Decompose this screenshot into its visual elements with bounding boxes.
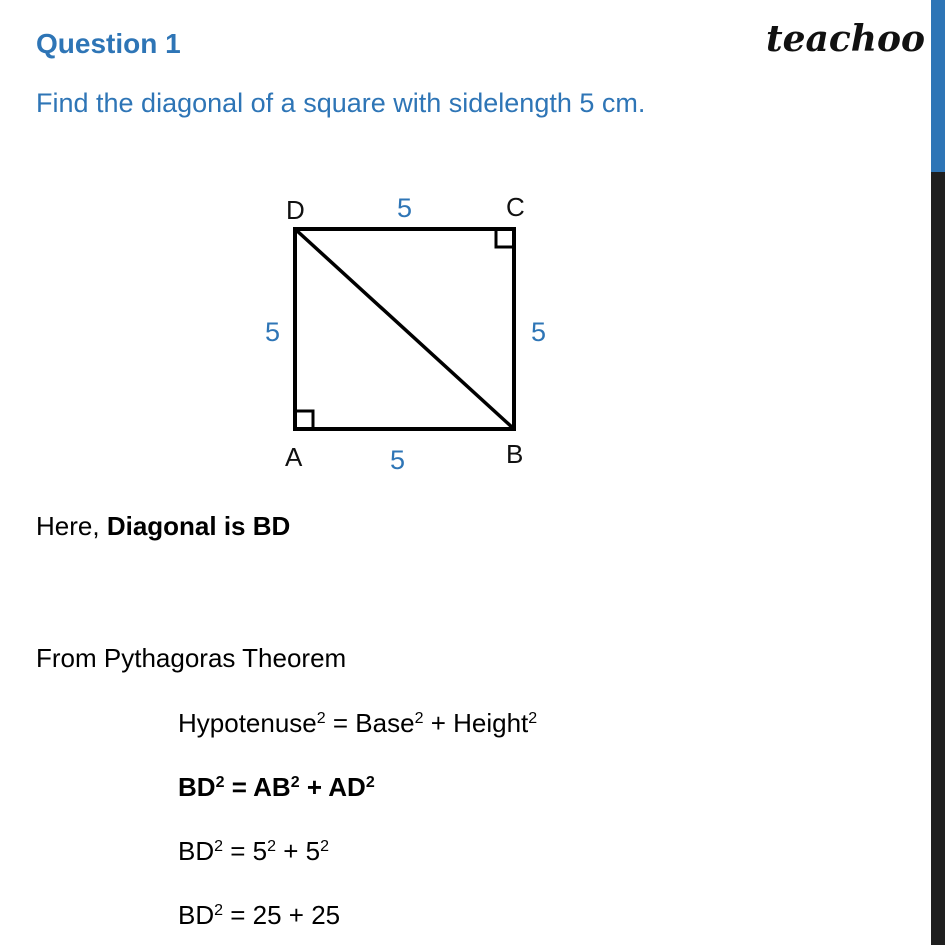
vertex-d-label: D (286, 195, 305, 225)
diagonal-bd (295, 229, 514, 429)
diagonal-statement-line (36, 511, 290, 542)
question-title: Question 1 (36, 28, 181, 59)
right-angle-mark-a (295, 411, 313, 429)
side-label-left: 5 (265, 317, 281, 347)
vertex-b-label: B (506, 439, 524, 469)
step-bd-formula: $BD^2 = AB^2 + AD^2$ (178, 772, 375, 802)
right-angle-mark-c (496, 229, 514, 247)
scroll-thumb[interactable] (931, 0, 945, 172)
step-substitution: $BD^2 = 5^2 + 5^2$ (178, 836, 330, 866)
theorem-intro: From Pythagoras Theorem (36, 643, 347, 673)
question-text: Find the diagonal of a square with sidelength 5 cm. (36, 88, 646, 118)
diagonal-statement: Diagonal is BD (106, 511, 291, 541)
step-sum: $BD^2 = 25 + 25$ (178, 900, 341, 930)
side-label-top: 5 (397, 193, 413, 223)
vertex-a-label: A (285, 442, 303, 472)
side-label-bottom: 5 (390, 445, 406, 475)
side-label-right: 5 (531, 317, 547, 347)
vertex-c-label: C (506, 192, 525, 222)
step-hypotenuse-formula: Hypotenuse$^2$ = Base$^2$ + Height$^2$ (178, 708, 538, 738)
teachoo-logo: teachoo (766, 18, 925, 60)
here-prefix: Here, (36, 511, 107, 541)
